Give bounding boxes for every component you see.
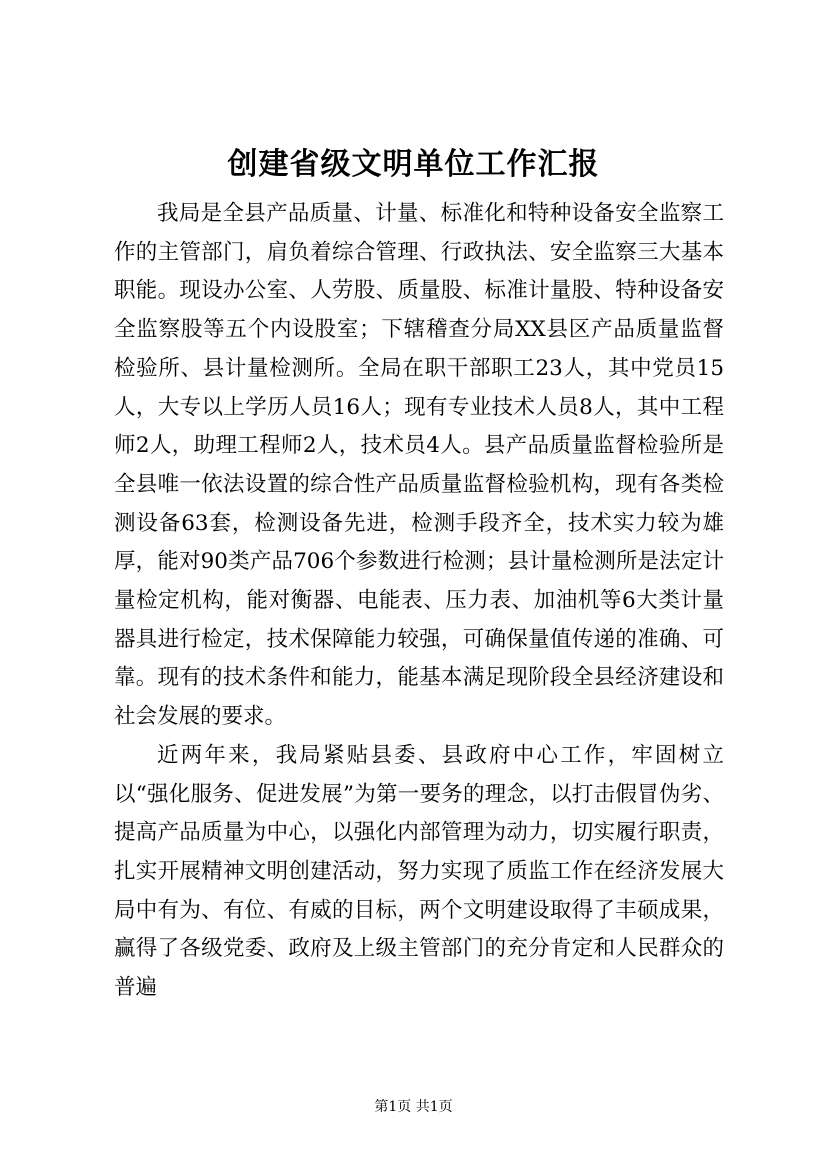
document-body [114,195,724,1008]
paragraph-2: 近两年来，我局紧贴县委、县政府中心工作，牢固树立以“强化服务、促进发展”为第一要务的理念，以打击假冒伪劣、提高产品质量为中心，以强化内部管理为动力，切实履行职责，扎实开展精神文明创建活动，努力实现了质监工作在经济发展大局中有为、有位、有威的目标，两个文明建设取得了丰硕成果，赢得了各级党委、政府及上级主管部门的充分肯定和人民群众的普遍 [114,742,724,1001]
document-title: 创建省级文明单位工作汇报 [227,147,600,182]
paragraph-1: 我局是全县产品质量、计量、标准化和特种设备安全监察工作的主管部门，肩负着综合管理、行政执法、安全监察三大基本职能。现设办公室、人劳股、质量股、标准计量股、特种设备安全监察股等五个内设股室；下辖稽查分局XX县区产品质量监督检验所、县计量检测所。全局在职干部职工23人，其中党员15人，大专以上学历人员16人；现有专业技术人员8人，其中工程师2人，助理工程师2人，技术员4人。县产品质量监督检验所是全县唯一依法设置的综合性产品质量监督检验机构，现有各类检测设备63套，检测设备先进，检测手段齐全，技术实力较为雄厚，能对90类产品706个参数进行检测；县计量检测所是法定计量检定机构，能对衡器、电能表、压力表、加油机等6大类计量器具进行检定，技术保障能力较强，可确保量值传递的准确、可靠。现有的技术条件和能力，能基本满足现阶段全县经济建设和社会发展的要求。 [114,201,724,730]
page-footer: 第1页 共1页 [374,1099,453,1115]
